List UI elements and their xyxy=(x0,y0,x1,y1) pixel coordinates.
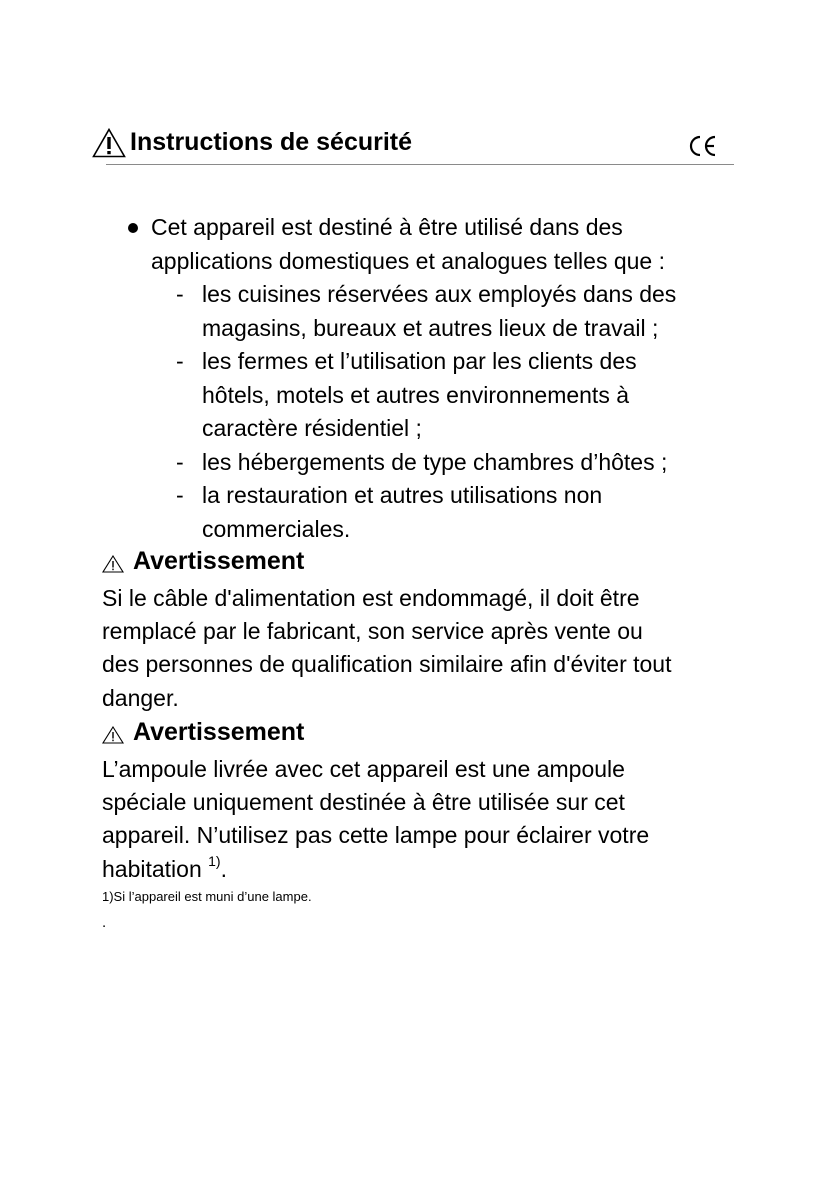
warning-text xyxy=(102,582,742,715)
list-item-line: les hébergements de type chambres d’hôtes ; xyxy=(202,448,668,475)
intro-line: applications domestiques et analogues telles que : xyxy=(151,247,666,274)
trailing-dot: . xyxy=(102,914,107,931)
page-title: Instructions de sécurité xyxy=(130,128,413,156)
uses-list xyxy=(176,278,736,546)
dash-marker: - xyxy=(176,448,184,475)
warning-line: Si le câble d'alimentation est endommagé, il doit être xyxy=(102,585,640,611)
section-header xyxy=(92,124,734,166)
header-divider xyxy=(106,164,734,165)
warning-title: Avertissement xyxy=(133,547,305,575)
warning-text xyxy=(102,753,742,886)
warning-last-line: habitation xyxy=(102,855,209,882)
warning-heading xyxy=(102,546,742,582)
list-item-line: magasins, bureaux et autres lieux de travail ; xyxy=(202,314,659,341)
list-item-line: caractère résidentiel ; xyxy=(202,415,422,441)
ce-mark-icon xyxy=(688,134,718,158)
footnote: 1)Si l’appareil est muni d’une lampe. xyxy=(102,889,312,904)
footnote-reference: 1) xyxy=(208,852,221,869)
warning-block-lamp xyxy=(102,717,742,886)
list-item-line: les fermes et l’utilisation par les clients des xyxy=(202,348,637,374)
warning-triangle-icon xyxy=(102,555,124,573)
list-item xyxy=(176,446,736,480)
warning-heading xyxy=(102,717,742,753)
warning-line: appareil. N’utilisez pas cette lampe pour éclairer votre xyxy=(102,822,650,849)
warning-line: danger. xyxy=(102,684,179,711)
list-item xyxy=(176,345,736,446)
dash-marker: - xyxy=(176,482,184,508)
warning-title: Avertissement xyxy=(133,718,305,746)
warning-line: remplacé par le fabricant, son service après vente ou xyxy=(102,618,643,645)
warning-line: L’ampoule livrée avec cet appareil est une ampoule xyxy=(102,756,625,782)
intro-line: Cet appareil est destiné à être utilisé dans des xyxy=(151,214,623,240)
dash-marker: - xyxy=(176,281,184,307)
intro-text xyxy=(151,211,741,278)
list-item-line: commerciales. xyxy=(202,515,351,542)
warning-triangle-icon xyxy=(92,128,126,158)
warning-block-cable xyxy=(102,546,742,715)
list-item-line: la restauration et autres utilisations non xyxy=(202,482,603,508)
bullet-dot-icon xyxy=(128,223,138,233)
warning-triangle-icon xyxy=(102,726,124,744)
warning-line: des personnes de qualification similaire afin d'éviter tout xyxy=(102,651,672,678)
warning-line xyxy=(102,853,742,886)
warning-line: spéciale uniquement destinée à être utilisée sur cet xyxy=(102,789,625,816)
dash-marker: - xyxy=(176,348,184,374)
warning-punct: . xyxy=(220,855,227,882)
list-item xyxy=(176,278,736,345)
list-item-line: hôtels, motels et autres environnements à xyxy=(202,381,630,408)
list-item xyxy=(176,479,736,546)
list-item-line: les cuisines réservées aux employés dans des xyxy=(202,281,677,307)
